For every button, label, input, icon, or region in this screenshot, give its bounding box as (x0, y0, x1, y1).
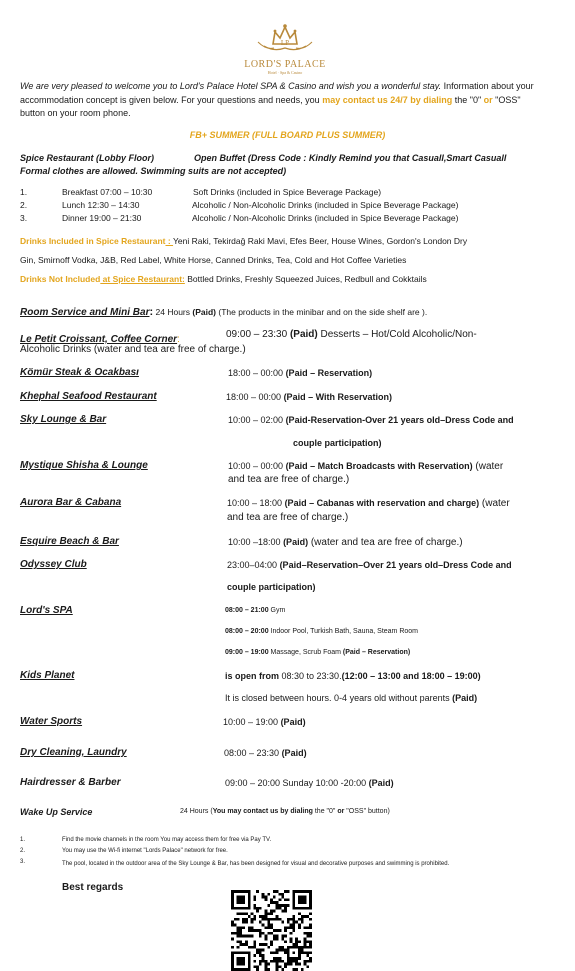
note-num-3: 3. (20, 859, 26, 865)
odyssey-hours: 23:00–04:00 (227, 560, 280, 570)
spa-line-1 (225, 607, 285, 614)
spa-text-3: Massage, Scrub Foam (268, 649, 343, 656)
croissant-desc: Desserts – Hot/Cold Alcoholic/Non- (317, 329, 477, 340)
spa-text-2: Indoor Pool, Turkish Bath, Sauna, Steam Room (268, 628, 419, 635)
water-hours: 10:00 – 19:00 (223, 717, 281, 727)
dry-name: Dry Cleaning, Laundry (20, 747, 127, 758)
concept-title: FB+ SUMMER (FULL BOARD PLUS SUMMER) (189, 130, 386, 140)
sky-note: (Paid-Reservation-Over 21 years old–Dress Code and (285, 415, 514, 425)
room-service-paid: (Paid) (192, 307, 216, 317)
spa-time-2: 08:00 – 20:00 (225, 628, 269, 635)
mystique-line2: and tea are free of charge.) (228, 474, 350, 485)
drinks-included-text1: Yeni Raki, Tekirdağ Raki Mavi, Efes Beer, House Wines, Gordon's London Dry (173, 236, 468, 246)
spice-restaurant-name: Spice Restaurant (Lobby Floor) (20, 153, 155, 163)
khephal-note: (Paid – With Reservation) (283, 392, 393, 402)
crown-logo-icon (244, 22, 326, 56)
intro-paragraph (20, 80, 542, 121)
meal-num-1: 1. (20, 187, 28, 197)
khephal-name: Khephal Seafood Restaurant (20, 391, 157, 402)
odyssey-note: (Paid–Reservation–Over 21 years old–Dress Code and (279, 560, 512, 570)
intro-welcome: We are very pleased to welcome you to Lord's Palace Hotel SPA & Casino and wish you a wonderful stay. (20, 81, 442, 91)
note-text-3: The pool, located in the outdoor area of the Sky Lounge & Bar, has been designed for visual and decorative purposes and swimming is prohibited. (62, 861, 450, 867)
spa-time-3: 09:00 – 19:00 (225, 649, 269, 656)
water-name: Water Sports (20, 716, 83, 727)
aurora-details (227, 498, 510, 509)
mystique-extra: (water (472, 461, 504, 472)
kids-closed (225, 693, 477, 703)
komur-name: Kömür Steak & Ocakbası (20, 367, 139, 378)
aurora-name: Aurora Bar & Cabana (20, 497, 122, 508)
intro-contact-highlight: may contact us 24/7 by dialing (322, 94, 453, 105)
water-details (223, 717, 306, 727)
best-regards: Best regards (62, 882, 124, 893)
spa-text-1: Gym (268, 607, 286, 614)
meal-label-3: Dinner 19:00 – 21:30 (62, 213, 142, 223)
meal-label-2: Lunch 12:30 – 14:30 (62, 200, 140, 210)
dry-paid: (Paid) (281, 748, 307, 758)
room-service-note: (The products in the minibar and on the side shelf are ). (216, 307, 428, 317)
qr-code-icon[interactable] (231, 890, 312, 971)
meal-drinks-3: Alcoholic / Non-Alcoholic Drinks (included in Spice Beverage Package) (192, 213, 459, 223)
spa-line-2 (225, 628, 418, 635)
croissant-paid: (Paid) (289, 329, 318, 340)
kids-hours (225, 671, 481, 681)
drinks-included-text2: Gin, Smirnoff Vodka, J&B, Red Label, White Horse, Canned Drinks, Tea, Cold and Hot Coffee Varieties (20, 255, 407, 265)
aurora-note: (Paid – Cabanas with reservation and charge) (284, 498, 480, 508)
mystique-hours: 10:00 – 00:00 (228, 461, 286, 471)
drinks-not-included-location: at Spice Restaurant: (100, 274, 185, 284)
dry-hours: 08:00 – 23:30 (224, 748, 282, 758)
wakeup-or: or (337, 808, 345, 815)
room-service-name: Room Service and Mini Bar (20, 307, 150, 318)
hair-paid: (Paid) (368, 778, 394, 788)
drinks-not-included-text: Bottled Drinks, Freshly Squeezed Juices, Redbull and Cokktails (184, 274, 427, 284)
croissant-hours: 09:00 – 23:30 (226, 329, 290, 340)
wakeup-name: Wake Up Service (20, 807, 93, 817)
spa-paid-3: (Paid – Reservation) (342, 649, 411, 656)
meal-drinks-1: Soft Drinks (included in Spice Beverage Package) (193, 187, 382, 197)
note-num-2: 2. (20, 848, 26, 854)
croissant-details (226, 329, 477, 340)
svg-text:LP: LP (280, 39, 290, 47)
water-paid: (Paid) (280, 717, 306, 727)
odyssey-details (227, 560, 512, 570)
odyssey-name: Odyssey Club (20, 559, 87, 570)
komur-note: (Paid – Reservation) (285, 368, 373, 378)
sky-note-line2: couple participation) (293, 438, 382, 448)
esquire-extra: (water and tea are free of charge.) (308, 537, 463, 548)
odyssey-note-line2: couple participation) (227, 582, 316, 592)
spa-line-3 (225, 649, 410, 656)
spice-buffet-info: Open Buffet (Dress Code : Kindly Remind you that Casuall,Smart Casuall (194, 153, 507, 163)
aurora-line2: and tea are free of charge.) (227, 512, 349, 523)
intro-oss: "OSS" button on your room phone. (20, 94, 521, 118)
esquire-details (228, 537, 463, 548)
intro-or: or (483, 94, 493, 105)
kids-open: is open from (225, 671, 282, 681)
sky-hours: 10:00 – 02:00 (228, 415, 286, 425)
meal-num-2: 2. (20, 200, 28, 210)
esquire-name: Esquire Beach & Bar (20, 536, 119, 547)
intro-info: Information about your accommodation concept is given below. For your questions and needs, you (20, 81, 534, 105)
khephal-details (226, 392, 392, 402)
esquire-note: (Paid) (283, 537, 309, 547)
esquire-hours: 10:00 –18:00 (228, 537, 284, 547)
note-text-1: Find the movie channels in the room You may access them for free via Pay TV. (62, 837, 272, 843)
hotel-logo (244, 22, 326, 74)
mystique-note: (Paid – Match Broadcasts with Reservation) (285, 461, 473, 471)
aurora-hours: 10:00 – 18:00 (227, 498, 285, 508)
wakeup-text3: "OSS" button) (344, 808, 390, 815)
spa-time-1: 08:00 – 21:00 (225, 607, 269, 614)
meal-drinks-2: Alcoholic / Non-Alcoholic Drinks (included in Spice Beverage Package) (192, 200, 459, 210)
logo-name: LORD'S PALACE (244, 59, 326, 70)
logo-tagline: Hotel · Spa & Casino (267, 70, 303, 75)
drinks-included-line1 (20, 236, 467, 246)
mystique-name: Mystique Shisha & Lounge (20, 460, 148, 471)
note-num-1: 1. (20, 837, 26, 843)
croissant-desc-line2: Alcoholic Drinks (water and tea are free of charge.) (20, 344, 246, 355)
khephal-hours: 18:00 – 00:00 (226, 392, 284, 402)
croissant-name: Le Petit Croissant, Coffee Corner (20, 334, 178, 345)
drinks-included-label: Drinks Included in Spice Restaurant (20, 236, 166, 246)
drinks-not-included (20, 274, 427, 284)
note-text-2: You may use the Wi-fi internet "Lords Palace" network for free. (62, 848, 228, 854)
mystique-details (228, 461, 503, 472)
hair-details (225, 778, 394, 788)
meal-num-3: 3. (20, 213, 28, 223)
room-service-colon: : (149, 306, 154, 318)
wakeup-contact: You may contact us by dialing (212, 808, 313, 815)
kids-closed-text: It is closed between hours. 0-4 years old without parents (225, 693, 453, 703)
dry-details (224, 748, 307, 758)
drinks-included-colon: : (165, 236, 174, 246)
hair-hours: 09:00 – 20:00 Sunday 10:00 -20:00 (225, 778, 369, 788)
spa-name: Lord's SPA (20, 605, 73, 616)
kids-name: Kids Planet (20, 670, 75, 681)
meal-label-1: Breakfast 07:00 – 10:30 (62, 187, 153, 197)
kids-time2: (12:00 – 13:00 and 18:00 – 19:00) (341, 671, 481, 681)
kids-paid: (Paid) (452, 693, 478, 703)
sky-details (228, 415, 514, 425)
room-service-row (20, 306, 427, 318)
hair-name: Hairdresser & Barber (20, 777, 121, 788)
croissant-colon: : (177, 334, 180, 345)
room-service-hours: 24 Hours (153, 307, 193, 317)
kids-time1: 08:30 to 23:30. (281, 671, 342, 681)
wakeup-text2: the "0" (312, 808, 338, 815)
komur-details (228, 368, 372, 378)
spice-dress-code: Formal clothes are allowed. Swimming suits are not accepted) (20, 166, 287, 176)
komur-hours: 18:00 – 00:00 (228, 368, 286, 378)
wakeup-details (180, 808, 390, 815)
intro-dial: the "0" (452, 94, 484, 105)
wakeup-text1: 24 Hours ( (180, 808, 213, 815)
drinks-not-included-label: Drinks Not Included (20, 274, 101, 284)
sky-name: Sky Lounge & Bar (20, 414, 107, 425)
aurora-extra: (water (479, 498, 510, 509)
